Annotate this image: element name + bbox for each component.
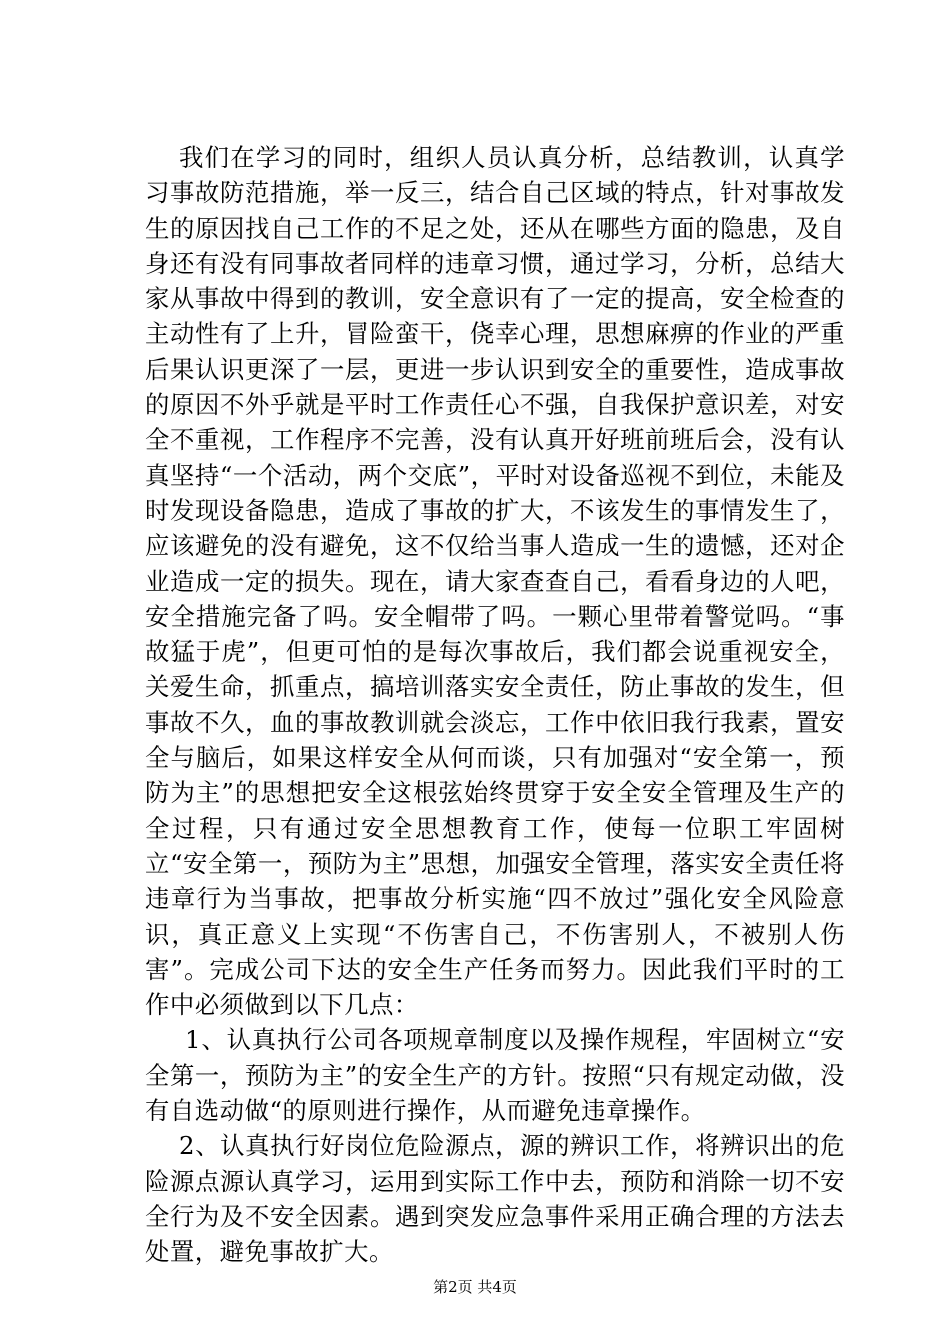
paragraph-item-2: 2、认真执行好岗位危险源点，源的辨识工作，将辨识出的危险源点源认真学习，运用到实际工作中去，预防和消除一切不安全行为及不安全因素。遇到突发应急事件采用正确合理的方法去处置，避免事故扩大。: [145, 1131, 845, 1267]
paragraph-item-1: 1、认真执行公司各项规章制度以及操作规程，牢固树立“安全第一，预防为主”的安全生产的方针。按照“只有规定动做，没有自选动做“的原则进行操作，从而避免违章操作。: [145, 1025, 845, 1126]
paragraph-intro: 我们在学习的同时，组织人员认真分析，总结教训，认真学习事故防范措施，举一反三，结合自己区域的特点，针对事故发生的原因找自己工作的不足之处，还从在哪些方面的隐患，及自身还有没有同事故者同样的违章习惯，通过学习，分析，总结大家从事故中得到的教训，安全意识有了一定的提高，安全检查的主动性有了上升，冒险蛮干，侥幸心理，思想麻痹的作业的严重后果认识更深了一层，更进一步认识到安全的重要性，造成事故的原因不外乎就是平时工作责任心不强，自我保护意识差，对安全不重视，工作程序不完善，没有认真开好班前班后会，没有认真坚持“一个活动，两个交底”，平时对设备巡视不到位，未能及时发现设备隐患，造成了事故的扩大，不该发生的事情发生了，应该避免的没有避免，这不仅给当事人造成一生的遗憾，还对企业造成一定的损失。现在，请大家查查自己，看看身边的人吧，安全措施完备了吗。安全帽带了吗。一颗心里带着警觉吗。“事故猛于虎”，但更可怕的是每次事故后，我们都会说重视安全，关爱生命，抓重点，搞培训落实安全责任，防止事故的发生，但事故不久，血的事故教训就会淡忘，工作中依旧我行我素，置安全与脑后，如果这样安全从何而谈，只有加强对“安全第一，预防为主”的思想把安全这根弦始终贯穿于安全安全管理及生产的全过程，只有通过安全思想教育工作，使每一位职工牢固树立“安全第一，预防为主”思想，加强安全管理，落实安全责任将违章行为当事故，把事故分析实施“四不放过”强化安全风险意识，真正意义上实现“不伤害自己，不伤害别人，不被别人伤害”。完成公司下达的安全生产任务而努力。因此我们平时的工作中必须做到以下几点：: [145, 143, 845, 1020]
document-body: [145, 140, 845, 1270]
page-number-footer: 第2页 共4页: [433, 1278, 517, 1296]
